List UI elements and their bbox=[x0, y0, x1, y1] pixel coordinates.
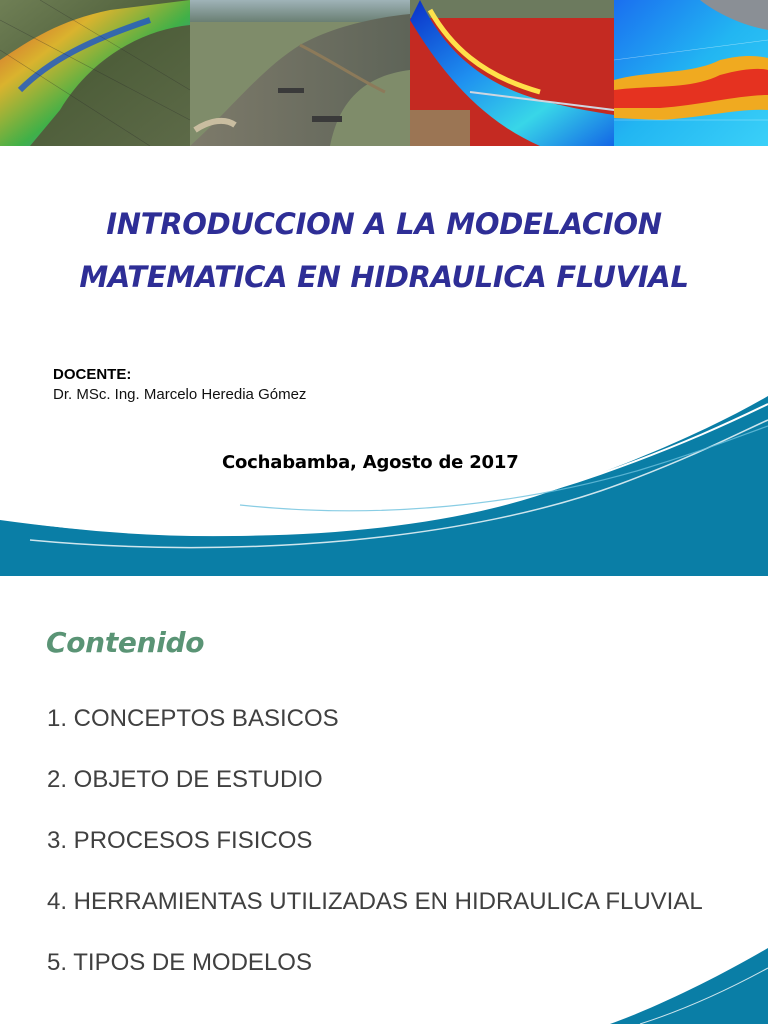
contents-item: 5. TIPOS DE MODELOS bbox=[47, 949, 312, 976]
contents-heading: Contenido bbox=[46, 626, 205, 659]
contents-list bbox=[47, 704, 703, 1009]
contents-item: 2. OBJETO DE ESTUDIO bbox=[47, 766, 323, 793]
contents-item: 3. PROCESOS FISICOS bbox=[47, 827, 313, 854]
contents-slide bbox=[0, 576, 768, 1024]
place-date: Cochabamba, Agosto de 2017 bbox=[222, 452, 519, 473]
contents-item: 4. HERRAMIENTAS UTILIZADAS EN HIDRAULICA FLUVIAL bbox=[47, 888, 703, 915]
title-line-2: MATEMATICA EN HIDRAULICA FLUVIAL bbox=[79, 260, 689, 294]
slide-title bbox=[0, 198, 768, 304]
docente-name: Dr. MSc. Ing. Marcelo Heredia Gómez bbox=[53, 386, 307, 403]
docente-label: DOCENTE: bbox=[53, 366, 132, 383]
title-line-1: INTRODUCCION A LA MODELACION bbox=[106, 207, 662, 241]
contents-item: 1. CONCEPTOS BASICOS bbox=[47, 705, 339, 732]
